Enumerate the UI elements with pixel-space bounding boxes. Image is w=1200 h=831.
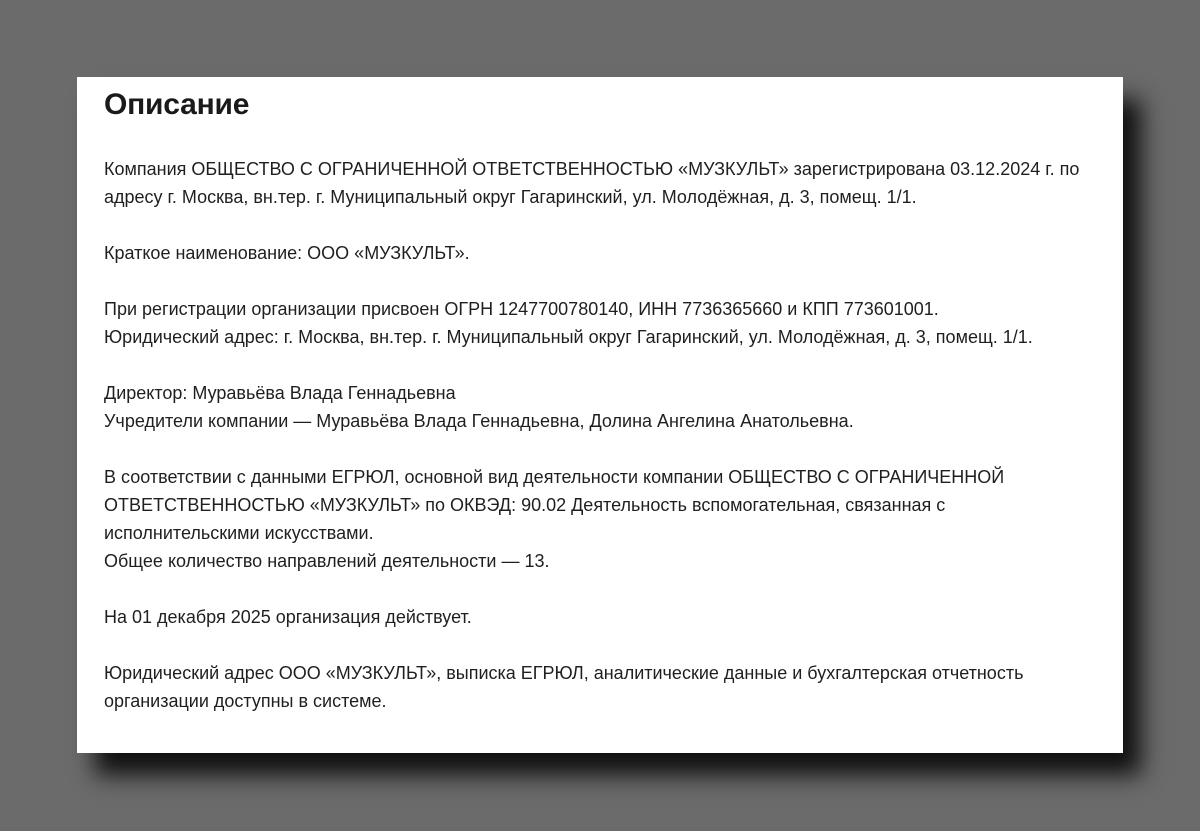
text-line: На 01 декабря 2025 организация действует. — [104, 607, 472, 627]
text-line: Общее количество направлений деятельности — 13. — [104, 551, 550, 571]
text-line: Юридический адрес: г. Москва, вн.тер. г. Муниципальный округ Гагаринский, ул. Молодёжная, д. 3, помещ. 1/1. — [104, 327, 1033, 347]
paragraph-identifiers — [104, 295, 1097, 351]
text-line: организации доступны в системе. — [104, 691, 387, 711]
text-line: При регистрации организации присвоен ОГРН 1247700780140, ИНН 7736365660 и КПП 773601001. — [104, 299, 939, 319]
text-line: Учредители компании — Муравьёва Влада Геннадьевна, Долина Ангелина Анатольевна. — [104, 411, 854, 431]
text-line: Юридический адрес ООО «МУЗКУЛЬТ», выписка ЕГРЮЛ, аналитические данные и бухгалтерская отчетность — [104, 663, 1024, 683]
paragraph-short-name — [104, 239, 1097, 267]
paragraph-registration — [104, 155, 1097, 211]
text-line: ОТВЕТСТВЕННОСТЬЮ «МУЗКУЛЬТ» по ОКВЭД: 90.02 Деятельность вспомогательная, связанная с — [104, 495, 946, 515]
text-line: Компания ОБЩЕСТВО С ОГРАНИЧЕННОЙ ОТВЕТСТВЕННОСТЬЮ «МУЗКУЛЬТ» зарегистрирована 03.12.2024 г. по — [104, 159, 1080, 179]
description-content — [104, 155, 1097, 715]
paragraph-activity — [104, 463, 1097, 575]
text-line: исполнительскими искусствами. — [104, 523, 374, 543]
description-card — [77, 77, 1123, 753]
text-line: адресу г. Москва, вн.тер. г. Муниципальный округ Гагаринский, ул. Молодёжная, д. 3, помещ. 1/1. — [104, 187, 917, 207]
paragraph-management — [104, 379, 1097, 435]
text-line: Краткое наименование: ООО «МУЗКУЛЬТ». — [104, 243, 470, 263]
text-line: В соответствии с данными ЕГРЮЛ, основной вид деятельности компании ОБЩЕСТВО С ОГРАНИЧЕННОЙ — [104, 467, 1005, 487]
section-title: Описание — [104, 88, 250, 121]
paragraph-availability — [104, 659, 1097, 715]
paragraph-status — [104, 603, 1097, 631]
text-line: Директор: Муравьёва Влада Геннадьевна — [104, 383, 456, 403]
